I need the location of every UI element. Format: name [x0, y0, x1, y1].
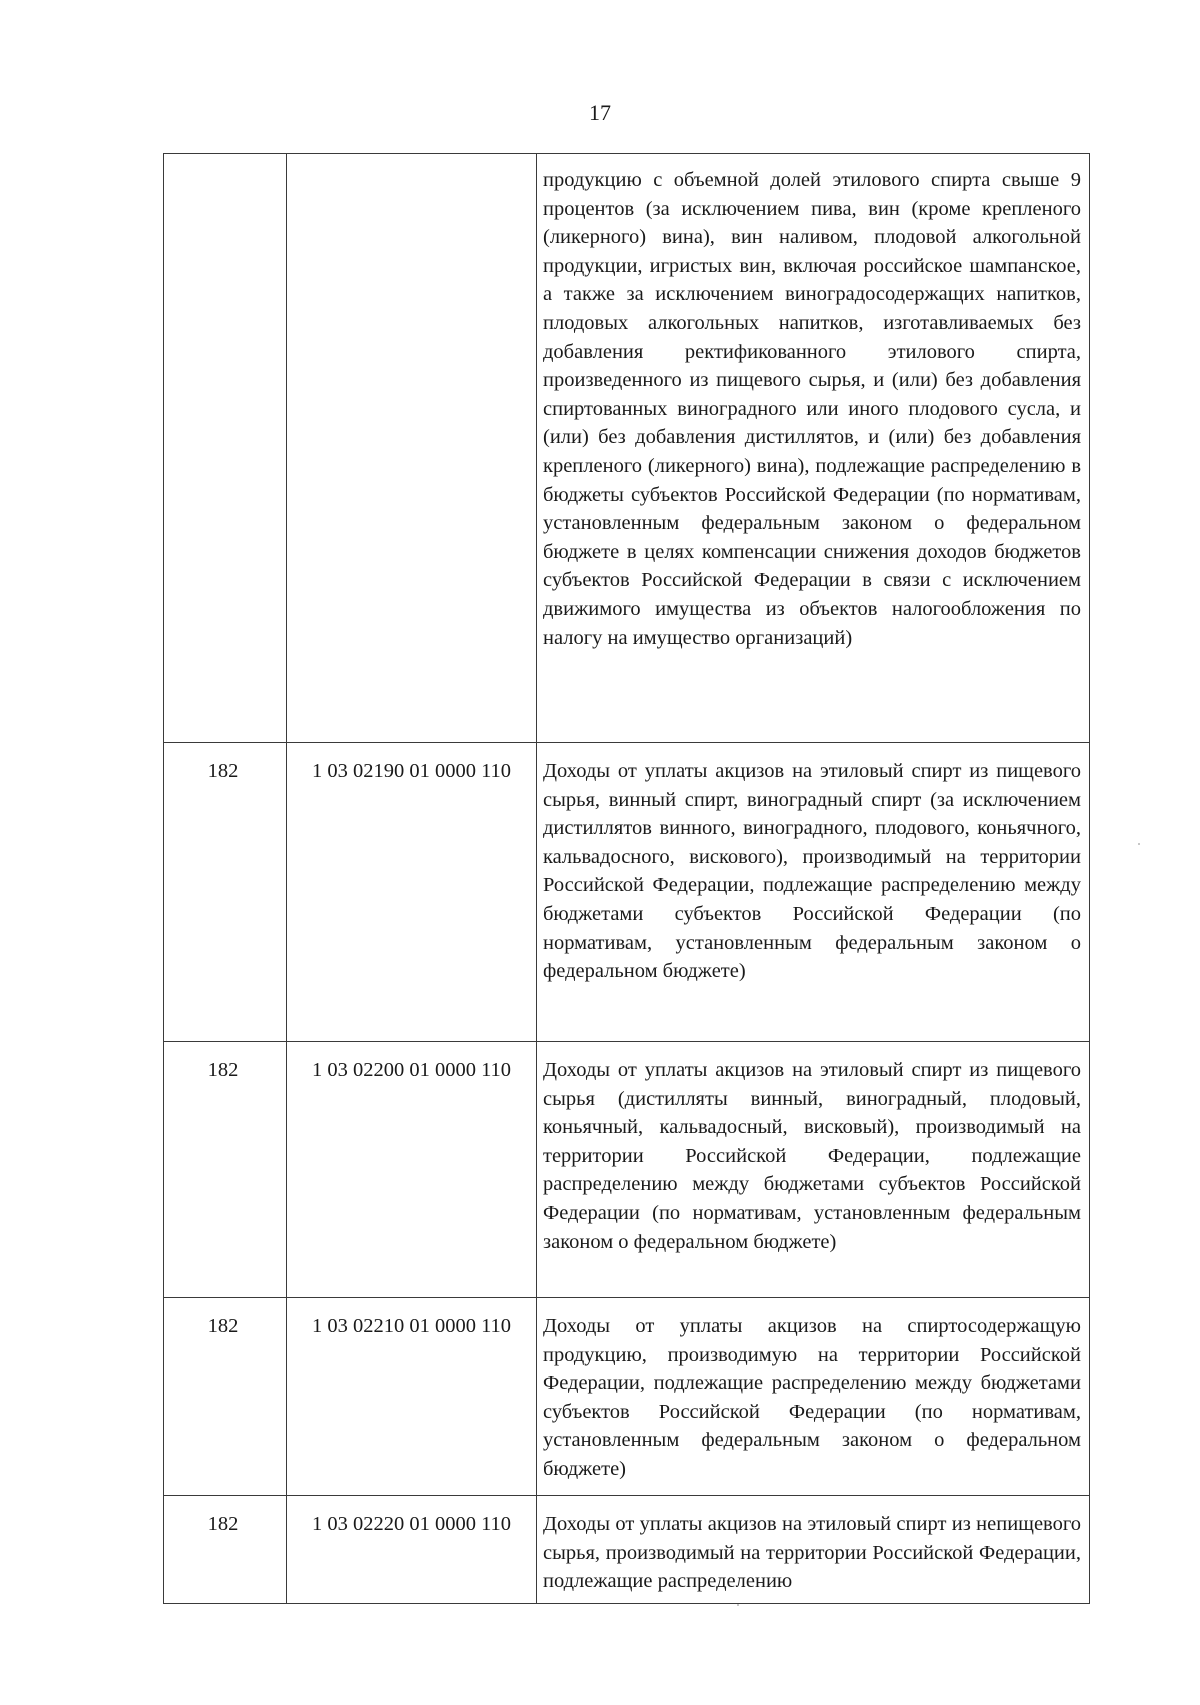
table-row: [164, 154, 1090, 743]
table-row: [164, 1298, 1090, 1496]
scan-speck: [737, 1604, 739, 1606]
table-row: [164, 1496, 1090, 1604]
administrator-code-cell: 182: [164, 1298, 287, 1496]
income-classification-table: [163, 153, 1090, 1604]
income-description-cell: Доходы от уплаты акцизов на этиловый спирт из пищевого сырья (дистилляты винный, виноградный, плодовый, коньячный, кальвадосный, висковый), производимый на территории Российской Федерации, подлежащие распределению между бюджетами субъектов Российской Федерации (по нормативам, установленным федеральным законом о федеральном бюджете): [537, 1042, 1090, 1298]
administrator-code-cell: [164, 154, 287, 743]
administrator-code-cell: 182: [164, 1042, 287, 1298]
income-description-cell: продукцию с объемной долей этилового спирта свыше 9 процентов (за исключением пива, вин (кроме крепленого (ликерного) вина), вин наливом, плодовой алкогольной продукции, игристых вин, включая российское шампанское, а также за исключением виноградосодержащих напитков, плодовых алкогольных напитков, изготавливаемых без добавления ректификованного этилового спирта, произведенного из пищевого сырья, и (или) без добавления спиртованных виноградного или иного плодового сусла, и (или) без добавления дистиллятов, и (или) без добавления крепленого (ликерного) вина), подлежащие распределению в бюджеты субъектов Российской Федерации (по нормативам, установленным федеральным законом о федеральном бюджете в целях компенсации снижения доходов бюджетов субъектов Российской Федерации в связи с исключением движимого имущества из объектов налогообложения по налогу на имущество организаций): [537, 154, 1090, 743]
table-row: [164, 743, 1090, 1042]
income-description-cell: Доходы от уплаты акцизов на спиртосодержащую продукцию, производимую на территории Российской Федерации, подлежащие распределению между бюджетами субъектов Российской Федерации (по нормативам, установленным федеральным законом о федеральном бюджете): [537, 1298, 1090, 1496]
income-description-cell: Доходы от уплаты акцизов на этиловый спирт из непищевого сырья, производимый на территории Российской Федерации, подлежащие распределению: [537, 1496, 1090, 1604]
budget-classification-code-cell: 1 03 02190 01 0000 110: [287, 743, 537, 1042]
budget-classification-code-cell: 1 03 02220 01 0000 110: [287, 1496, 537, 1604]
scan-speck: [1138, 843, 1140, 845]
table-row: [164, 1042, 1090, 1298]
administrator-code-cell: 182: [164, 743, 287, 1042]
administrator-code-cell: 182: [164, 1496, 287, 1604]
page-number: 17: [589, 100, 611, 125]
income-description-cell: Доходы от уплаты акцизов на этиловый спирт из пищевого сырья, винный спирт, виноградный спирт (за исключением дистиллятов винного, виноградного, плодового, коньячного, кальвадосного, вискового), производимый на территории Российской Федерации, подлежащие распределению между бюджетами субъектов Российской Федерации (по нормативам, установленным федеральным законом о федеральном бюджете): [537, 743, 1090, 1042]
budget-classification-code-cell: 1 03 02210 01 0000 110: [287, 1298, 537, 1496]
budget-classification-code-cell: [287, 154, 537, 743]
budget-classification-code-cell: 1 03 02200 01 0000 110: [287, 1042, 537, 1298]
